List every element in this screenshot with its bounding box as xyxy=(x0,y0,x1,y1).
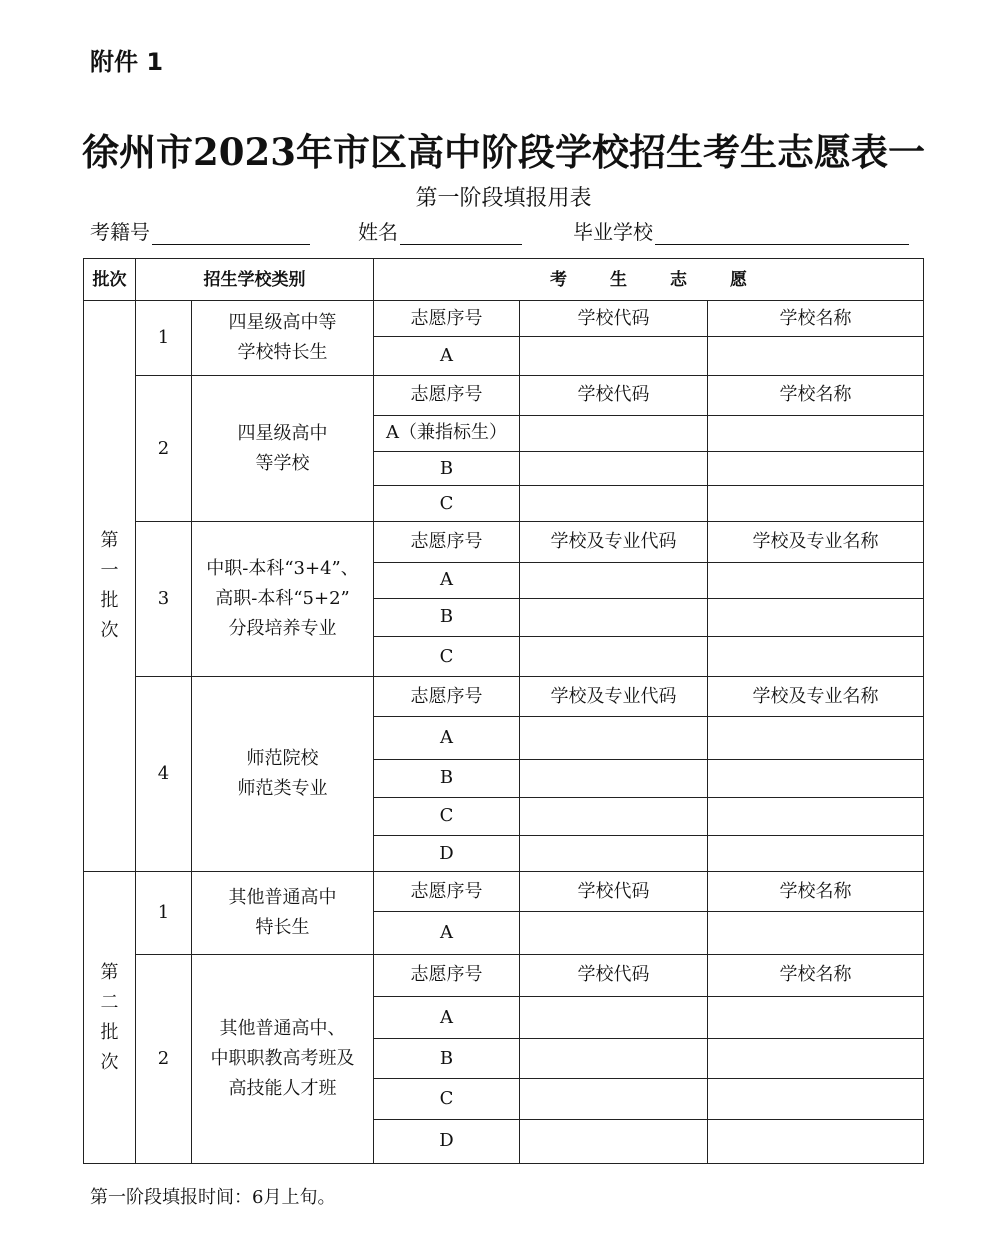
wish-order: C xyxy=(374,486,520,522)
name-input-cell[interactable] xyxy=(708,637,924,677)
group-category xyxy=(192,375,374,522)
column-header: 学校及专业代码 xyxy=(520,677,708,717)
group-category-line: 高职-本科“5+2” xyxy=(215,588,350,610)
code-input-cell[interactable] xyxy=(520,415,708,451)
column-header: 志愿序号 xyxy=(374,677,520,717)
name-input-cell[interactable] xyxy=(708,415,924,451)
name-input-cell[interactable] xyxy=(708,562,924,598)
name-input-cell[interactable] xyxy=(708,598,924,636)
code-input-cell[interactable] xyxy=(520,1119,708,1163)
batch-label-char: 一 xyxy=(100,560,119,582)
group-number: 1 xyxy=(136,872,192,954)
header-category: 招生学校类别 xyxy=(136,259,374,301)
name-field[interactable] xyxy=(358,216,522,245)
column-header: 学校及专业名称 xyxy=(708,522,924,562)
code-input-cell[interactable] xyxy=(520,1039,708,1079)
wish-order: C xyxy=(374,797,520,835)
code-input-cell[interactable] xyxy=(520,598,708,636)
header-wish-char: 生 xyxy=(610,269,627,290)
column-header: 学校名称 xyxy=(708,954,924,996)
column-header: 志愿序号 xyxy=(374,375,520,415)
header-wish-char: 考 xyxy=(550,269,567,290)
code-input-cell[interactable] xyxy=(520,562,708,598)
group-category-line: 学校特长生 xyxy=(237,341,328,363)
name-input-cell[interactable] xyxy=(708,452,924,486)
column-header: 学校代码 xyxy=(520,872,708,912)
page-subtitle: 第一阶段填报用表 xyxy=(415,186,592,211)
header-wish-char: 志 xyxy=(670,269,687,290)
group-category-line: 等学校 xyxy=(255,452,310,474)
group-number: 2 xyxy=(136,375,192,522)
code-input-cell[interactable] xyxy=(520,337,708,375)
wish-order: A xyxy=(374,996,520,1038)
batch-label-char: 批 xyxy=(100,590,119,612)
wish-order: A xyxy=(374,562,520,598)
code-input-cell[interactable] xyxy=(520,836,708,872)
name-input-cell[interactable] xyxy=(708,836,924,872)
code-input-cell[interactable] xyxy=(520,996,708,1038)
name-input-cell[interactable] xyxy=(708,1039,924,1079)
wish-order: D xyxy=(374,1119,520,1163)
header-batch: 批次 xyxy=(84,259,136,301)
column-header: 志愿序号 xyxy=(374,872,520,912)
code-input-cell[interactable] xyxy=(520,759,708,797)
wish-order: B xyxy=(374,759,520,797)
group-category-line: 其他普通高中 xyxy=(228,886,337,908)
school-blank[interactable] xyxy=(655,222,909,245)
batch-label-char: 二 xyxy=(100,991,119,1013)
batch-label-char: 次 xyxy=(100,620,119,642)
batch-label-char: 次 xyxy=(100,1051,119,1073)
wish-order: B xyxy=(374,452,520,486)
code-input-cell[interactable] xyxy=(520,717,708,759)
group-category xyxy=(192,872,374,954)
attachment-label: 附件 1 xyxy=(90,48,164,76)
wish-order: D xyxy=(374,836,520,872)
exam-id-field[interactable] xyxy=(90,216,310,245)
name-input-cell[interactable] xyxy=(708,486,924,522)
wish-order: A xyxy=(374,337,520,375)
wish-order: C xyxy=(374,1079,520,1119)
code-input-cell[interactable] xyxy=(520,797,708,835)
group-category-line: 四星级高中 xyxy=(237,422,328,444)
group-category xyxy=(192,522,374,677)
wish-order: A xyxy=(374,912,520,954)
group-number: 4 xyxy=(136,677,192,872)
group-category-line: 四星级高中等 xyxy=(228,311,337,333)
group-category-line: 高技能人才班 xyxy=(228,1077,337,1099)
code-input-cell[interactable] xyxy=(520,912,708,954)
name-input-cell[interactable] xyxy=(708,717,924,759)
footer-note: 第一阶段填报时间：6月上旬。 xyxy=(90,1187,336,1208)
column-header: 志愿序号 xyxy=(374,954,520,996)
school-field[interactable] xyxy=(573,216,909,245)
code-input-cell[interactable] xyxy=(520,637,708,677)
group-category xyxy=(192,301,374,375)
column-header: 学校名称 xyxy=(708,375,924,415)
name-input-cell[interactable] xyxy=(708,797,924,835)
column-header: 学校名称 xyxy=(708,301,924,337)
name-input-cell[interactable] xyxy=(708,1119,924,1163)
group-category-line: 师范院校 xyxy=(246,748,319,770)
wish-order: C xyxy=(374,637,520,677)
group-category-line: 分段培养专业 xyxy=(228,618,337,640)
batch-label-char: 第 xyxy=(100,961,119,983)
name-label: 姓名 xyxy=(358,220,398,244)
name-input-cell[interactable] xyxy=(708,337,924,375)
column-header: 学校代码 xyxy=(520,301,708,337)
wish-order: B xyxy=(374,1039,520,1079)
header-wish-char: 愿 xyxy=(730,269,747,290)
exam-id-label: 考籍号 xyxy=(90,220,150,244)
code-input-cell[interactable] xyxy=(520,486,708,522)
code-input-cell[interactable] xyxy=(520,1079,708,1119)
school-label: 毕业学校 xyxy=(573,220,653,244)
group-category-line: 中职职教高考班及 xyxy=(210,1047,355,1069)
column-header: 学校及专业名称 xyxy=(708,677,924,717)
group-number: 2 xyxy=(136,954,192,1163)
group-category-line: 特长生 xyxy=(255,916,310,938)
group-category-line: 师范类专业 xyxy=(237,778,328,800)
group-category-line: 中职-本科“3+4”、 xyxy=(206,558,359,580)
code-input-cell[interactable] xyxy=(520,452,708,486)
wish-form-table xyxy=(83,258,924,1164)
name-input-cell[interactable] xyxy=(708,759,924,797)
group-category-line: 其他普通高中、 xyxy=(219,1017,346,1039)
name-input-cell[interactable] xyxy=(708,1079,924,1119)
group-category xyxy=(192,954,374,1163)
column-header: 学校及专业代码 xyxy=(520,522,708,562)
header-wish xyxy=(374,259,924,301)
batch-label xyxy=(84,872,136,1164)
page-title: 徐州市2023年市区高中阶段学校招生考生志愿表一 xyxy=(82,130,925,174)
column-header: 志愿序号 xyxy=(374,301,520,337)
group-category xyxy=(192,677,374,872)
wish-order: A xyxy=(374,717,520,759)
exam-id-blank[interactable] xyxy=(152,222,310,245)
wish-order: A（兼指标生） xyxy=(374,415,520,451)
column-header: 学校代码 xyxy=(520,954,708,996)
group-number: 3 xyxy=(136,522,192,677)
column-header: 志愿序号 xyxy=(374,522,520,562)
batch-label xyxy=(84,301,136,872)
column-header: 学校名称 xyxy=(708,872,924,912)
name-blank[interactable] xyxy=(400,222,522,245)
name-input-cell[interactable] xyxy=(708,912,924,954)
batch-label-char: 批 xyxy=(100,1021,119,1043)
name-input-cell[interactable] xyxy=(708,996,924,1038)
column-header: 学校代码 xyxy=(520,375,708,415)
wish-order: B xyxy=(374,598,520,636)
group-number: 1 xyxy=(136,301,192,375)
batch-label-char: 第 xyxy=(100,530,119,552)
